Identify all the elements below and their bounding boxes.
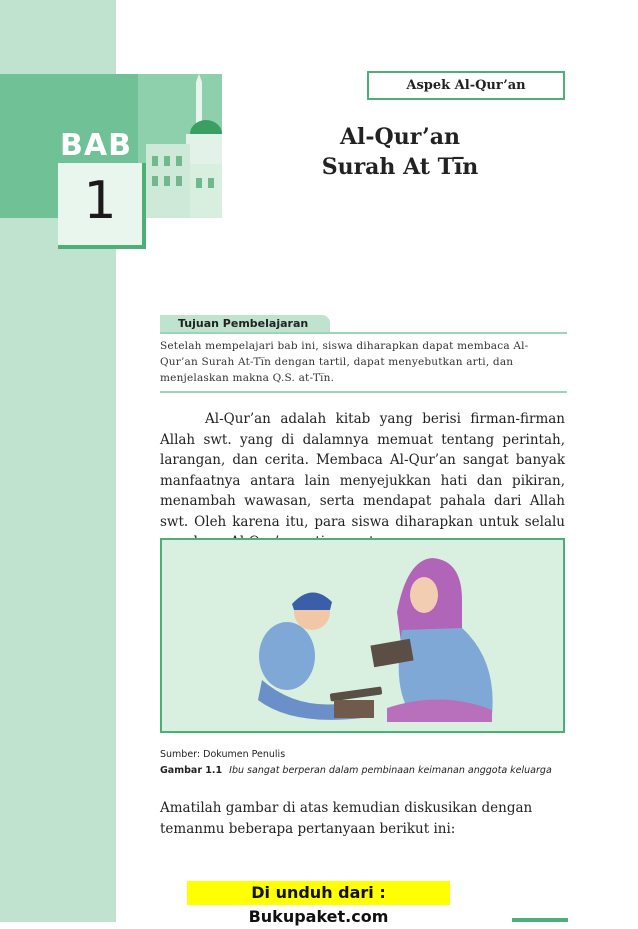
aspect-label: Aspek Al-Qur’an <box>367 71 565 100</box>
mosque-photo <box>138 74 222 218</box>
figure-caption-text: Ibu sangat berperan dalam pembinaan keimanan anggota keluarga <box>229 765 552 776</box>
chapter-number-box <box>58 163 146 249</box>
figure-illustration <box>160 538 565 733</box>
learning-goal-heading: Tujuan Pembelajaran <box>160 315 330 332</box>
learning-goal-text: Setelah mempelajari bab ini, siswa diharapkan dapat membaca Al-Qur’an Surah At-Ti̅n dengan tartil, dapat menyebutkan arti, dan menjelaskan makna Q.S. at-Ti̅n. <box>160 340 529 384</box>
divider <box>160 332 567 334</box>
chapter-title-line-1: Al-Qur’an <box>339 124 461 150</box>
mosque-illustration <box>138 74 222 218</box>
corner-mark <box>512 918 568 922</box>
download-banner: Di unduh dari : Bukupaket.com <box>187 881 450 905</box>
chapter-number: 1 <box>83 171 117 231</box>
bab-label: BAB <box>60 128 132 163</box>
mother-child-reading-illustration <box>162 540 563 731</box>
divider <box>160 391 567 393</box>
chapter-title-line-2: Surah At Ti̅n <box>321 154 479 180</box>
figure-caption <box>160 765 552 776</box>
figure-label: Gambar 1.1 <box>160 765 223 776</box>
intro-paragraph: Al-Qur’an adalah kitab yang berisi firman-firman Allah swt. yang di dalamnya memuat tentang perintah, larangan, dan cerita. Membaca Al-Qur’an sangat banyak manfaatnya antara lain menyejukkan hati dan pikiran, menambah wawasan, serta mendapat pahala dari Allah swt. Oleh karena itu, para siswa diharapkan untuk selalu <box>160 411 565 530</box>
chapter-title <box>300 122 500 182</box>
instruction-text: Amatilah gambar di atas kemudian diskusikan dengan temanmu beberapa pertanyaan berikut ini: <box>160 800 533 837</box>
figure-source: Sumber: Dokumen Penulis <box>160 749 286 760</box>
